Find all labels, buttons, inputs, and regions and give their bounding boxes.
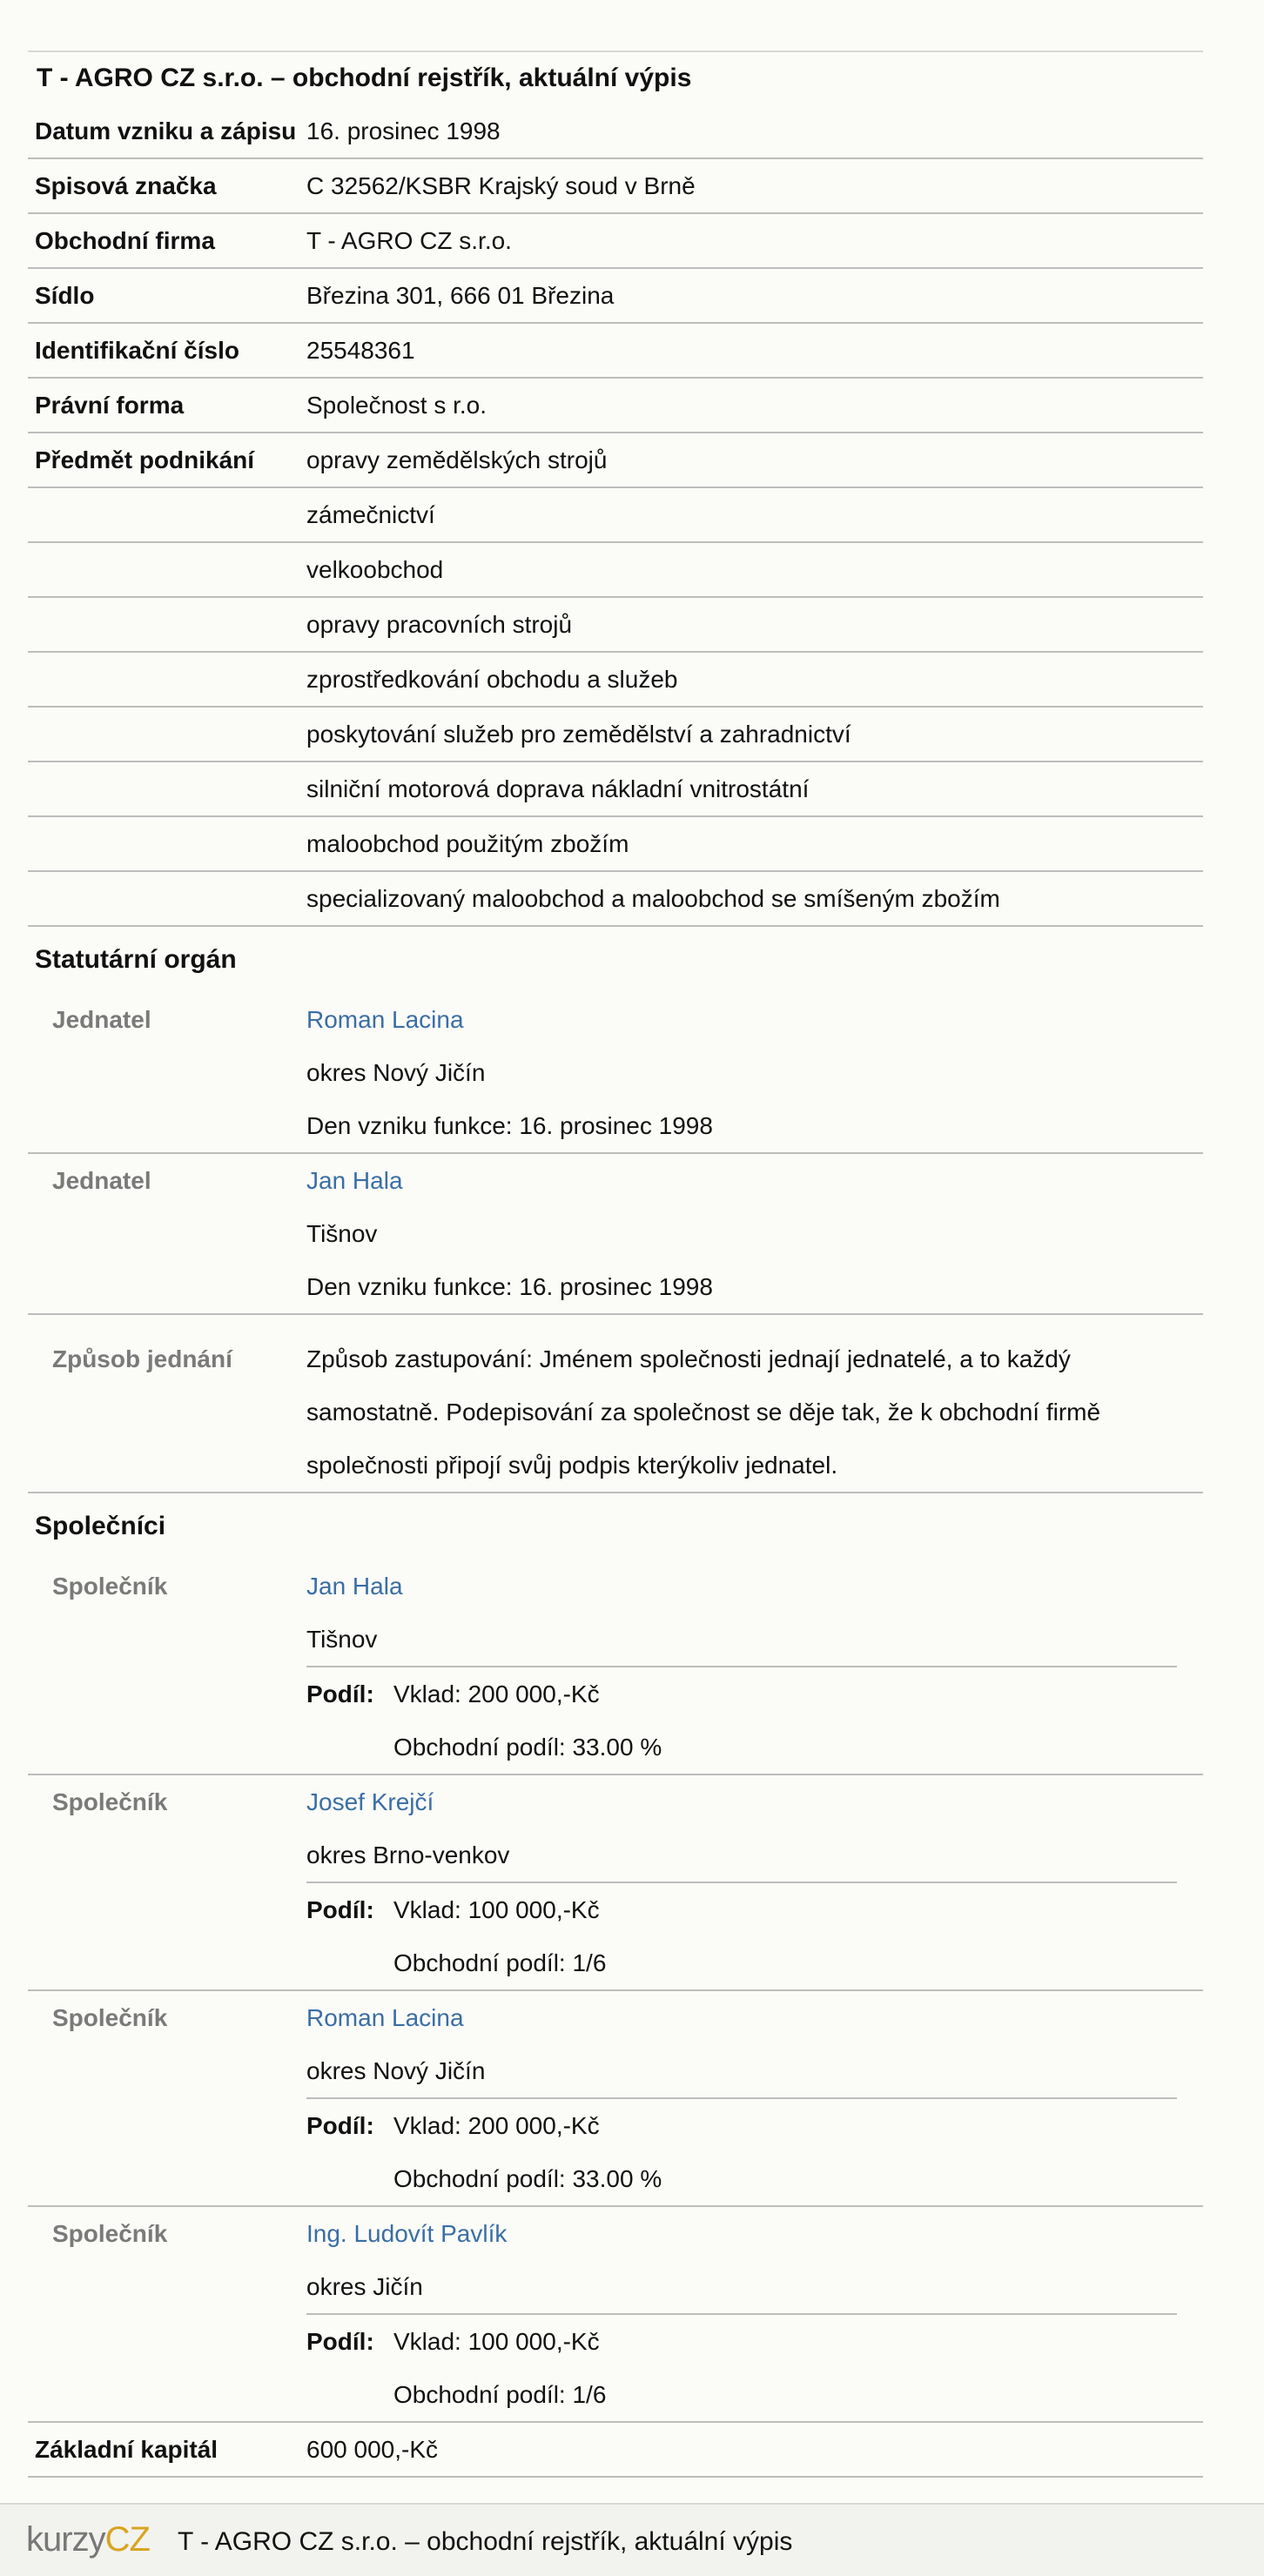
row-label — [28, 708, 306, 761]
role-label: Způsob jednání — [52, 1345, 232, 1372]
entry-details — [306, 1560, 1203, 1774]
obchodni-podil: Obchodní podíl: 33.00 % — [393, 2165, 662, 2192]
row-label — [28, 762, 306, 815]
person-place: okres Brno-venkov — [306, 1841, 510, 1868]
vklad: Vklad: 200 000,-Kč — [393, 1680, 600, 1707]
vklad: Vklad: 100 000,-Kč — [393, 2328, 600, 2355]
row-value: C 32562/KSBR Krajský soud v Brně — [306, 172, 696, 199]
row-predmet — [28, 653, 1203, 708]
row-predmet — [28, 762, 1203, 817]
row-label: Právní forma — [35, 392, 185, 419]
spolecnik-entry — [28, 1560, 1203, 1775]
row-label — [28, 543, 306, 596]
podil-block — [306, 2313, 1177, 2421]
obchodni-podil: Obchodní podíl: 1/6 — [393, 2381, 607, 2408]
row-value: T - AGRO CZ s.r.o. — [306, 227, 512, 254]
row-value: opravy pracovních strojů — [306, 611, 573, 638]
row-datum-vzniku — [28, 104, 1203, 159]
podil-block — [306, 1666, 1177, 1774]
row-label — [28, 488, 306, 541]
row-predmet — [28, 543, 1203, 598]
row-zakladni-kapital — [28, 2423, 1203, 2478]
podil-label: Podíl: — [306, 1680, 374, 1707]
footer-title: T - AGRO CZ s.r.o. – obchodní rejstřík, aktuální výpis — [178, 2527, 793, 2556]
person-place: okres Jičín — [306, 2273, 423, 2300]
person-link[interactable]: Jan Hala — [306, 1167, 403, 1194]
row-predmet — [28, 817, 1203, 872]
jednatel-entry — [28, 1154, 1203, 1315]
person-place: okres Nový Jičín — [306, 2057, 486, 2084]
obchodni-podil: Obchodní podíl: 33.00 % — [393, 1734, 662, 1761]
person-link[interactable]: Josef Krejčí — [306, 1788, 434, 1815]
row-label — [28, 653, 306, 706]
entry-details — [306, 1154, 1203, 1313]
entry-details — [306, 993, 1203, 1152]
row-label: Identifikační číslo — [35, 337, 239, 364]
person-link[interactable]: Ing. Ludovít Pavlík — [306, 2220, 508, 2247]
person-link[interactable]: Jan Hala — [306, 1573, 403, 1600]
role-label: Společník — [52, 1788, 168, 1815]
kurzy-logo[interactable] — [26, 2520, 150, 2559]
person-place: Tišnov — [306, 1626, 378, 1653]
podil-block — [306, 1882, 1177, 1989]
podil-values — [393, 2315, 606, 2421]
row-label — [28, 104, 306, 158]
role-label: Společník — [52, 2004, 168, 2031]
zpusob-line: společnosti připojí svůj podpis kterýkoliv jednatel. — [306, 1452, 838, 1479]
label-text: Datum vzniku a zápisu — [35, 117, 297, 144]
row-predmet — [28, 872, 1203, 927]
row-label: Sídlo — [35, 282, 95, 309]
logo-part: kurzy — [26, 2520, 105, 2559]
page-title: T - AGRO CZ s.r.o. – obchodní rejstřík, aktuální výpis — [37, 64, 692, 92]
entry-details — [306, 1332, 1203, 1492]
role-label: Jednatel — [52, 1167, 151, 1194]
role-label: Společník — [52, 2220, 168, 2247]
row-pravni-forma — [28, 379, 1203, 433]
row-value: zprostředkování obchodu a služeb — [306, 666, 678, 693]
spolecnik-entry — [28, 1991, 1203, 2207]
zpusob-line: Způsob zastupování: Jménem společnosti jednají jednatelé, a to každý — [306, 1345, 1071, 1372]
row-value: maloobchod použitým zbožím — [306, 830, 629, 857]
row-label: Obchodní firma — [35, 227, 215, 254]
row-ico — [28, 324, 1203, 379]
row-obchodni-firma — [28, 214, 1203, 269]
logo-part: CZ — [104, 2520, 150, 2559]
zpusob-jednani — [28, 1315, 1203, 1493]
podil-values — [393, 1883, 606, 1989]
registry-extract — [28, 50, 1203, 2478]
person-link[interactable]: Roman Lacina — [306, 2004, 464, 2031]
row-value: silniční motorová doprava nákladní vnitrostátní — [306, 775, 810, 802]
row-value: zámečnictví — [306, 501, 435, 528]
person-place: Tišnov — [306, 1220, 378, 1247]
entry-details — [306, 1775, 1203, 1989]
row-predmet — [28, 708, 1203, 762]
podil-values — [393, 2099, 662, 2205]
row-label — [28, 598, 306, 651]
spolecnik-entry — [28, 1775, 1203, 1991]
row-value: specializovaný maloobchod a maloobchod se smíšeným zbožím — [306, 885, 1000, 912]
person-place: okres Nový Jičín — [306, 1059, 486, 1086]
obchodni-podil: Obchodní podíl: 1/6 — [393, 1949, 607, 1976]
role-label: Jednatel — [52, 1006, 151, 1033]
podil-values — [393, 1667, 662, 1774]
person-link[interactable]: Roman Lacina — [306, 1006, 464, 1033]
row-value: 16. prosinec 1998 — [306, 117, 501, 144]
vklad: Vklad: 200 000,-Kč — [393, 2112, 600, 2139]
spolecnik-entry — [28, 2207, 1203, 2423]
row-label — [28, 872, 306, 925]
row-label: Základní kapitál — [35, 2436, 219, 2463]
row-label: Spisová značka — [35, 172, 217, 199]
row-value: Společnost s r.o. — [306, 392, 487, 419]
row-value: poskytování služeb pro zemědělství a zahradnictví — [306, 721, 851, 748]
footer-bar — [0, 2503, 1264, 2576]
podil-block — [306, 2097, 1177, 2205]
function-since: Den vzniku funkce: 16. prosinec 1998 — [306, 1273, 713, 1300]
podil-label: Podíl: — [306, 2328, 374, 2355]
jednatel-entry — [28, 993, 1203, 1154]
row-label: Předmět podnikání — [35, 446, 255, 473]
row-sidlo — [28, 269, 1203, 324]
function-since: Den vzniku funkce: 16. prosinec 1998 — [306, 1112, 713, 1139]
row-value: opravy zemědělských strojů — [306, 446, 608, 473]
row-predmet — [28, 598, 1203, 653]
vklad: Vklad: 100 000,-Kč — [393, 1896, 600, 1923]
row-spisova-znacka — [28, 159, 1203, 214]
row-predmet — [28, 488, 1203, 543]
row-value: Březina 301, 666 01 Březina — [306, 282, 615, 309]
podil-label: Podíl: — [306, 1896, 374, 1923]
row-label — [28, 817, 306, 870]
podil-label: Podíl: — [306, 2112, 374, 2139]
section-heading-spolecnici: Společníci — [35, 1512, 166, 1540]
row-value: 600 000,-Kč — [306, 2436, 438, 2463]
row-value: 25548361 — [306, 337, 415, 364]
zpusob-line: samostatně. Podepisování za společnost se děje tak, že k obchodní firmě — [306, 1399, 1101, 1426]
row-predmet — [28, 433, 1203, 488]
role-label: Společník — [52, 1573, 168, 1600]
entry-details — [306, 2207, 1203, 2421]
entry-details — [306, 1991, 1203, 2205]
section-heading-statutarni: Statutární orgán — [35, 945, 237, 974]
row-value: velkoobchod — [306, 556, 444, 583]
